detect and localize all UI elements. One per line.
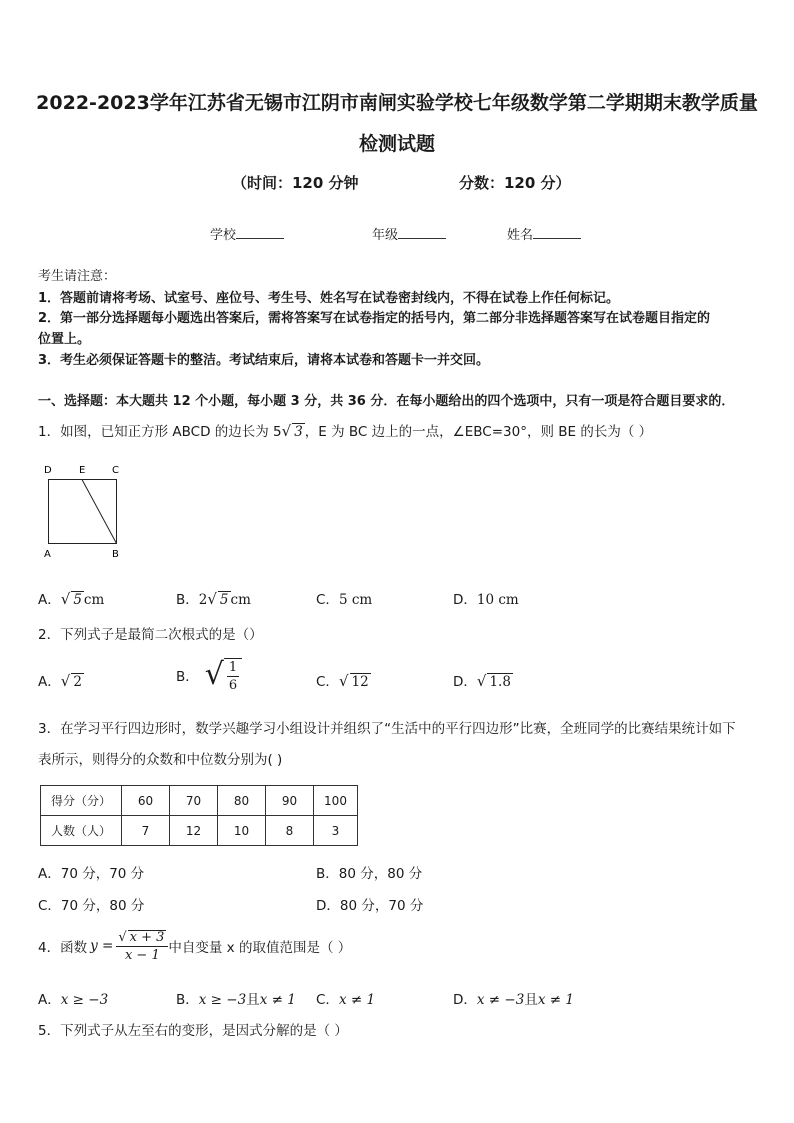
radicand: 12	[351, 674, 369, 690]
radicand: 2	[73, 674, 82, 690]
table-cell: 10	[218, 816, 266, 846]
radicand: 1.8	[489, 674, 511, 690]
option-label: A．	[38, 592, 61, 608]
q4-option-c	[316, 988, 375, 1008]
school-label: 学校	[210, 228, 237, 243]
school-field	[210, 224, 284, 243]
q4-option-d	[453, 988, 574, 1008]
question-5: 5．下列式子从左至右的变形，是因式分解的是（ ）	[38, 1023, 348, 1039]
grade-field	[372, 224, 446, 243]
question-3-line-1: 3．在学习平行四边形时，数学兴趣学习小组设计并组织了“生活中的平行四边形”比赛，全班同学的比赛结果统计如下	[38, 721, 736, 737]
table-cell: 60	[122, 786, 170, 816]
function-fraction	[116, 930, 168, 962]
option-label: B．	[176, 669, 199, 685]
table-cell: 得分（分）	[41, 786, 122, 816]
q1-text-end: ，E 为 BC 边上的一点，∠EBC=30°，则 BE 的长为（ ）	[304, 424, 653, 440]
question-3-line-2: 表所示，则得分的众数和中位数分别为( )	[38, 752, 283, 768]
q2-option-d	[453, 670, 513, 690]
q1-option-b	[176, 588, 251, 608]
label-d: D	[44, 465, 52, 476]
option-math: x ≠ −3	[476, 992, 525, 1008]
option-math: x ≠ 1	[537, 992, 574, 1008]
score-table	[40, 785, 358, 846]
sqrt-icon: √	[207, 590, 217, 608]
coefficient: 2	[198, 592, 208, 608]
option-label: A．	[38, 992, 61, 1008]
q1-option-c	[316, 588, 372, 608]
q2-option-b	[176, 658, 242, 692]
question-1	[38, 420, 652, 440]
square-abcd	[49, 480, 117, 544]
q1-option-a	[38, 588, 104, 608]
question-4	[38, 930, 351, 962]
label-e: E	[79, 465, 86, 476]
unit: cm	[83, 592, 105, 608]
q4-option-a	[38, 988, 108, 1008]
q4-text-start: 4．函数	[38, 940, 88, 956]
option-label: A．	[38, 674, 61, 690]
segment-be	[82, 480, 117, 544]
sqrt-icon: √	[281, 422, 292, 440]
option-math: x ≥ −3	[198, 992, 247, 1008]
label-c: C	[112, 465, 119, 476]
notice-item-1: 1．答题前请将考场、试室号、座位号、考生号、姓名写在试卷密封线内，不得在试卷上作任何标记。	[38, 291, 620, 306]
q3-option-b: B．80 分，80 分	[316, 866, 423, 882]
grade-label: 年级	[372, 228, 399, 243]
table-cell: 12	[170, 816, 218, 846]
name-label: 姓名	[507, 228, 534, 243]
sqrt-icon: √	[204, 657, 224, 692]
table-cell: 80	[218, 786, 266, 816]
radicand: 5	[73, 592, 82, 608]
notice-item-2-cont: 位置上。	[38, 332, 91, 347]
table-cell: 3	[314, 816, 358, 846]
table-cell: 7	[122, 816, 170, 846]
square-figure	[40, 460, 130, 560]
option-label: D．	[453, 674, 477, 690]
radicand: x + 3	[129, 930, 165, 945]
option-label: D．	[453, 992, 477, 1008]
option-label: C．	[316, 992, 339, 1008]
notice-heading: 考生请注意：	[38, 269, 117, 284]
option-text: 10 cm	[476, 592, 519, 608]
notice-item-2: 2．第一部分选择题每小题选出答案后，需将答案写在试卷指定的括号内，第二部分非选择题答案写在试卷题目指定的	[38, 311, 711, 326]
denominator: x − 1	[124, 948, 160, 963]
option-label: C．	[316, 592, 339, 608]
table-cell: 8	[266, 816, 314, 846]
option-label: B．	[176, 592, 199, 608]
option-math: x ≠ 1	[259, 992, 296, 1008]
table-cell: 70	[170, 786, 218, 816]
denominator: 6	[228, 678, 238, 693]
sqrt-icon: √	[476, 672, 487, 690]
conjunction: 且	[524, 992, 538, 1008]
school-blank	[236, 226, 284, 239]
sqrt-icon: √	[60, 672, 71, 690]
name-field	[507, 224, 581, 243]
q2-option-c	[316, 670, 371, 690]
exam-time: （时间：120 分钟	[232, 174, 359, 192]
q1-radicand: 3	[294, 424, 303, 440]
radicand: 5	[219, 592, 229, 608]
option-label: B．	[176, 992, 199, 1008]
exam-title-line2: 检测试题	[358, 133, 435, 155]
numerator	[116, 930, 168, 947]
unit: cm	[230, 592, 251, 608]
table-cell: 100	[314, 786, 358, 816]
sqrt-icon: √	[118, 930, 127, 945]
option-label: D．	[453, 592, 477, 608]
q4-text-end: 中自变量 x 的取值范围是（ ）	[168, 940, 352, 956]
q3-option-d: D．80 分，70 分	[316, 898, 424, 914]
q3-option-c: C．70 分，80 分	[38, 898, 145, 914]
section-heading: 一、选择题：本大题共 12 个小题，每小题 3 分，共 36 分．在每小题给出的四个选项中，只有一项是符合题目要求的．	[38, 394, 735, 409]
q2-option-a	[38, 670, 84, 690]
table-cell: 90	[266, 786, 314, 816]
q3-option-a: A．70 分，70 分	[38, 866, 145, 882]
conjunction: 且	[246, 992, 260, 1008]
label-a: A	[44, 549, 51, 560]
exam-title-line1: 2022-2023学年江苏省无锡市江阴市南闸实验学校七年级数学第二学期期末教学质量	[36, 92, 758, 114]
numerator: 1	[228, 660, 238, 675]
notice-item-3: 3．考生必须保证答题卡的整洁。考试结束后，请将本试卷和答题卡一并交回。	[38, 353, 490, 368]
label-b: B	[112, 549, 119, 560]
fraction	[224, 658, 242, 692]
sqrt-icon: √	[60, 590, 71, 608]
q4-option-b	[176, 988, 296, 1008]
q1-text-start: 1．如图，已知正方形 ABCD 的边长为 5	[38, 424, 282, 440]
table-cell: 人数（人）	[41, 816, 122, 846]
q1-option-d	[453, 588, 519, 608]
function-lhs: y =	[90, 938, 114, 954]
name-blank	[533, 226, 581, 239]
option-math: x ≥ −3	[60, 992, 109, 1008]
question-2: 2．下列式子是最简二次根式的是（）	[38, 627, 263, 643]
option-math: x ≠ 1	[338, 992, 376, 1008]
grade-blank	[398, 226, 446, 239]
exam-score: 分数：120 分）	[459, 174, 571, 192]
sqrt-icon: √	[338, 672, 349, 690]
option-text: 5 cm	[338, 592, 373, 608]
table-row	[41, 816, 358, 846]
table-row	[41, 786, 358, 816]
option-label: C．	[316, 674, 339, 690]
